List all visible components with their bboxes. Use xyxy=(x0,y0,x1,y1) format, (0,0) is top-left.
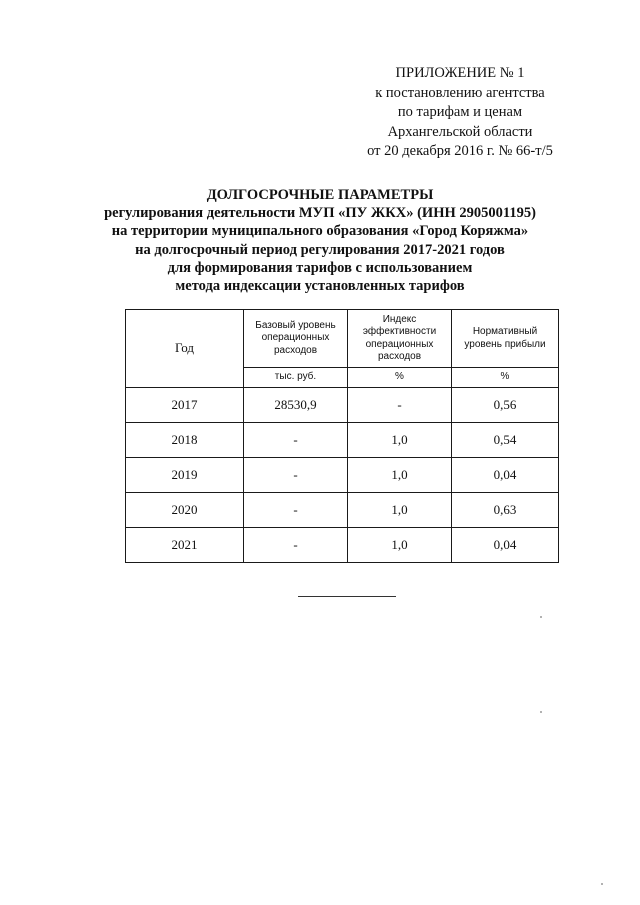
unit-efficiency-index: % xyxy=(348,368,452,388)
cell-year: 2020 xyxy=(126,493,244,528)
unit-base-level: тыс. руб. xyxy=(244,368,348,388)
title-line: регулирования деятельности МУП «ПУ ЖКХ» (ИНН 2905001195) xyxy=(104,205,536,222)
scan-speck xyxy=(601,883,603,885)
table-row xyxy=(126,458,559,493)
cell-profit-level: 0,56 xyxy=(452,388,559,423)
cell-year: 2018 xyxy=(126,423,244,458)
cell-base-level: - xyxy=(244,493,348,528)
header-profit-level: Нормативный уровень прибыли xyxy=(452,310,559,368)
appendix-line: к постановлению агентства xyxy=(375,84,545,101)
cell-profit-level: 0,63 xyxy=(452,493,559,528)
table-header-row xyxy=(126,310,559,368)
appendix-line: Архангельской области xyxy=(387,123,533,140)
cell-profit-level: 0,54 xyxy=(452,423,559,458)
closing-rule-line xyxy=(298,596,396,597)
title-line: на территории муниципального образования «Город Коряжма» xyxy=(111,223,529,240)
table-row xyxy=(126,423,559,458)
scan-speck xyxy=(540,711,542,713)
title-line: для формирования тарифов с использованием xyxy=(167,259,473,276)
cell-year: 2021 xyxy=(126,528,244,563)
cell-year: 2017 xyxy=(126,388,244,423)
cell-efficiency-index: - xyxy=(348,388,452,423)
cell-profit-level: 0,04 xyxy=(452,528,559,563)
title-line: на долгосрочный период регулирования 2017-2021 годов xyxy=(135,241,505,258)
appendix-number: ПРИЛОЖЕНИЕ № 1 xyxy=(395,65,525,81)
document-title xyxy=(40,186,600,295)
table-row xyxy=(126,493,559,528)
header-year: Год xyxy=(126,310,244,388)
header-base-level: Базовый уровень операционных расходов xyxy=(244,310,348,368)
cell-year: 2019 xyxy=(126,458,244,493)
appendix-header xyxy=(330,64,590,162)
cell-base-level: - xyxy=(244,528,348,563)
title-line: метода индексации установленных тарифов xyxy=(175,278,465,295)
header-efficiency-index: Индекс эффективности операционных расходов xyxy=(348,310,452,368)
table-row xyxy=(126,388,559,423)
cell-profit-level: 0,04 xyxy=(452,458,559,493)
cell-base-level: 28530,9 xyxy=(244,388,348,423)
parameters-table xyxy=(125,309,559,563)
scan-speck xyxy=(540,616,542,618)
cell-base-level: - xyxy=(244,423,348,458)
table-row xyxy=(126,528,559,563)
unit-profit-level: % xyxy=(452,368,559,388)
cell-base-level: - xyxy=(244,458,348,493)
cell-efficiency-index: 1,0 xyxy=(348,528,452,563)
appendix-date-line: от 20 декабря 2016 г. № 66-т/5 xyxy=(367,143,553,159)
appendix-line: по тарифам и ценам xyxy=(397,104,523,120)
cell-efficiency-index: 1,0 xyxy=(348,423,452,458)
cell-efficiency-index: 1,0 xyxy=(348,493,452,528)
cell-efficiency-index: 1,0 xyxy=(348,458,452,493)
title-heading: ДОЛГОСРОЧНЫЕ ПАРАМЕТРЫ xyxy=(206,187,434,203)
